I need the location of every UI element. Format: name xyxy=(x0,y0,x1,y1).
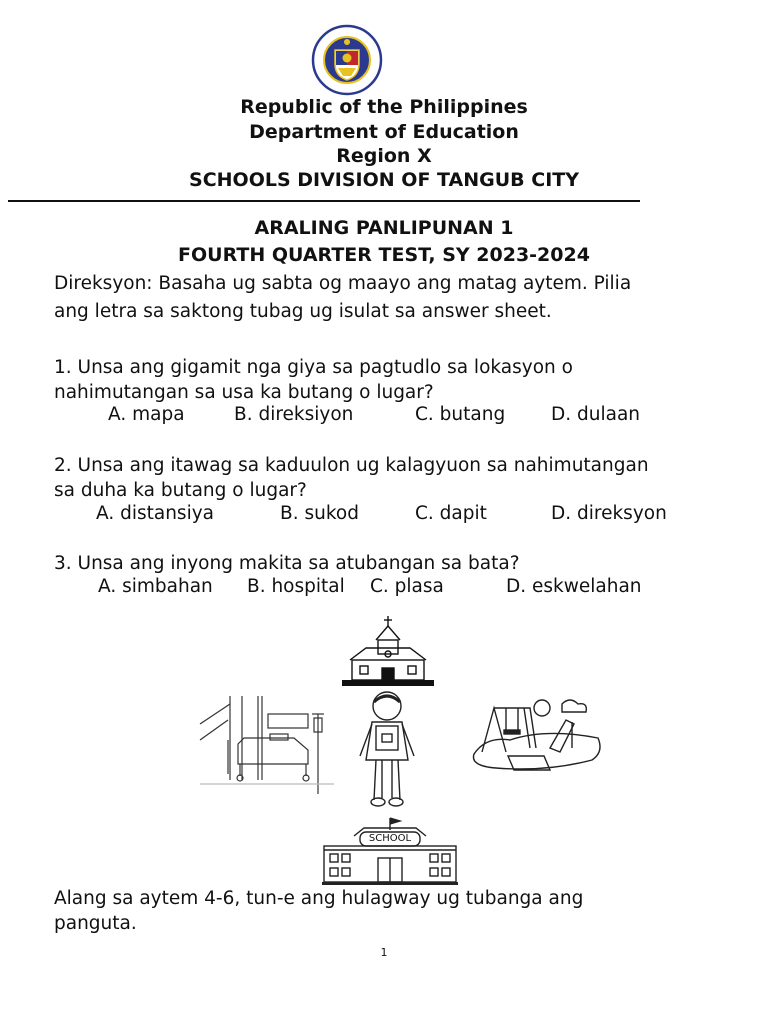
question-2-line-1: 2. Unsa ang itawag sa kaduulon ug kalagyuon sa nahimutangan xyxy=(54,455,649,476)
question-2-choice-c: C. dapit xyxy=(415,503,487,524)
header-divider xyxy=(8,200,640,202)
header-republic: Republic of the Philippines xyxy=(240,96,528,118)
note-line-2: panguta. xyxy=(54,913,137,934)
page-number: 1 xyxy=(380,946,388,959)
question-3-choice-d: D. eskwelahan xyxy=(506,576,642,597)
question-3-line-1: 3. Unsa ang inyong makita sa atubangan sa bata? xyxy=(54,553,520,574)
question-1-line-2: nahimutangan sa usa ka butang o lugar? xyxy=(54,382,434,403)
question-3-choice-b: B. hospital xyxy=(247,576,345,597)
directions-line-1: Direksyon: Basaha ug sabta og maayo ang matag aytem. Pilia xyxy=(54,273,632,294)
church-illustration xyxy=(338,614,438,688)
question-2-choice-d: D. direksyon xyxy=(551,503,667,524)
question-2-line-2: sa duha ka butang o lugar? xyxy=(54,480,307,501)
question-1-line-1: 1. Unsa ang gigamit nga giya sa pagtudlo sa lokasyon o xyxy=(54,357,573,378)
question-1-choice-a: A. mapa xyxy=(108,404,185,425)
header-department: Department of Education xyxy=(249,121,519,143)
school-sign-label: SCHOOL xyxy=(368,833,412,844)
question-2-choice-a: A. distansiya xyxy=(96,503,214,524)
header-region: Region X xyxy=(336,145,432,167)
question-3-choice-c: C. plasa xyxy=(370,576,444,597)
test-subject: ARALING PANLIPUNAN 1 xyxy=(254,217,514,239)
playground-illustration xyxy=(466,694,606,786)
test-title: FOURTH QUARTER TEST, SY 2023-2024 xyxy=(178,244,590,266)
question-2-choice-b: B. sukod xyxy=(280,503,359,524)
note-line-1: Alang sa aytem 4-6, tun-e ang hulagway ug tubanga ang xyxy=(54,888,584,909)
deped-seal xyxy=(311,24,383,96)
question-3-choice-a: A. simbahan xyxy=(98,576,213,597)
question-1-choice-d: D. dulaan xyxy=(551,404,641,425)
child-illustration xyxy=(352,690,422,810)
school-illustration xyxy=(320,816,460,886)
header-division: SCHOOLS DIVISION OF TANGUB CITY xyxy=(189,169,579,191)
hospital-illustration xyxy=(198,694,336,832)
directions-line-2: ang letra sa saktong tubag ug isulat sa answer sheet. xyxy=(54,301,552,322)
question-1-choice-c: C. butang xyxy=(415,404,506,425)
question-1-choice-b: B. direksiyon xyxy=(234,404,354,425)
